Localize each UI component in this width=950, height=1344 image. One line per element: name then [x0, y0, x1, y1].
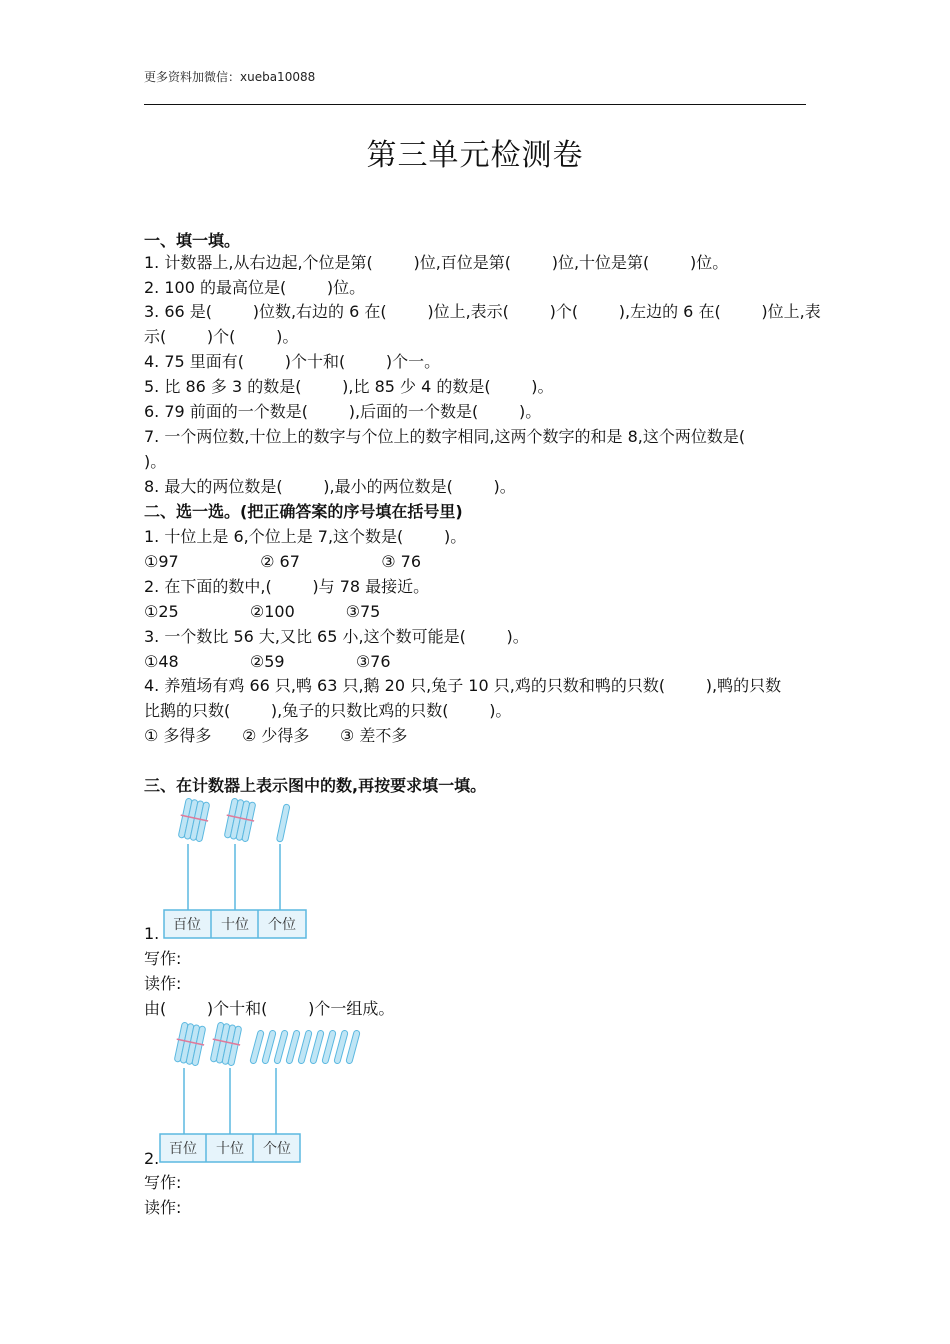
s3-problem-1-read: 读作: [144, 974, 182, 993]
stick-bundle-icon [208, 1022, 244, 1067]
s3-problem-2-write: 写作: [144, 1173, 182, 1192]
counter-label-tens: 十位 [221, 917, 249, 933]
stick-bundle-icon [176, 798, 212, 843]
s2-question-3-options: ①48 ②59 ③76 [144, 652, 391, 671]
section2-heading: 二、选一选。(把正确答案的序号填在括号里) [144, 502, 463, 521]
s2-question-4-line2: 比鹅的只数( ),兔子的只数比鸡的只数( )。 [144, 701, 512, 720]
s1-question-3-line1: 3. 66 是( )位数,右边的 6 在( )位上,表示( )个( ),左边的 6 在( )位上,表 [144, 302, 821, 321]
s1-question-5: 5. 比 86 多 3 的数是( ),比 85 少 4 的数是( )。 [144, 377, 554, 396]
s2-question-3: 3. 一个数比 56 大,又比 65 小,这个数可能是( )。 [144, 627, 529, 646]
s2-question-4-options: ① 多得多 ② 少得多 ③ 差不多 [144, 726, 408, 745]
section3-heading: 三、在计数器上表示图中的数,再按要求填一填。 [144, 776, 487, 795]
s1-question-6: 6. 79 前面的一个数是( ),后面的一个数是( )。 [144, 402, 542, 421]
s1-question-7-line1: 7. 一个两位数,十位上的数字与个位上的数字相同,这两个数字的和是 8,这个两位数是( [144, 427, 746, 446]
abacus-counter-1 [160, 794, 310, 940]
section1-heading: 一、填一填。 [144, 231, 241, 250]
abacus-counter-2 [156, 1018, 370, 1164]
s3-problem-1-write: 写作: [144, 949, 182, 968]
counter-label-ones: 个位 [268, 917, 296, 933]
single-stick-icon [276, 804, 290, 842]
page-title: 第三单元检测卷 [366, 138, 584, 173]
single-sticks-group-icon [250, 1030, 361, 1064]
s2-question-4-line1: 4. 养殖场有鸡 66 只,鸭 63 只,鹅 20 只,兔子 10 只,鸡的只数和鸭的只数( ),鸭的只数 [144, 676, 782, 695]
s1-question-8: 8. 最大的两位数是( ),最小的两位数是( )。 [144, 477, 516, 496]
s3-problem-2-number: 2. [144, 1149, 160, 1168]
s2-question-1-options: ①97 ② 67 ③ 76 [144, 552, 422, 571]
s3-problem-2-read: 读作: [144, 1198, 182, 1217]
counter-label-ones: 个位 [263, 1141, 291, 1157]
stick-bundle-icon [222, 798, 258, 843]
s1-question-7-line2: )。 [144, 452, 167, 471]
counter-label-hundreds: 百位 [173, 917, 201, 933]
s3-problem-1-number: 1. [144, 924, 160, 943]
s1-question-1: 1. 计数器上,从右边起,个位是第( )位,百位是第( )位,十位是第( )位。 [144, 253, 729, 272]
s2-question-1: 1. 十位上是 6,个位上是 7,这个数是( )。 [144, 527, 467, 546]
s2-question-2-options: ①25 ②100 ③75 [144, 602, 381, 621]
s1-question-2: 2. 100 的最高位是( )位。 [144, 278, 366, 297]
counter-label-tens: 十位 [216, 1141, 244, 1157]
header-rule [144, 104, 806, 105]
counter-label-hundreds: 百位 [169, 1141, 197, 1157]
header-note: 更多资料加微信：xueba10088 [144, 70, 316, 84]
s2-question-2: 2. 在下面的数中,( )与 78 最接近。 [144, 577, 430, 596]
s1-question-3-line2: 示( )个( )。 [144, 327, 299, 346]
stick-bundle-icon [172, 1022, 208, 1067]
s1-question-4: 4. 75 里面有( )个十和( )个一。 [144, 352, 441, 371]
s3-problem-1-compose: 由( )个十和( )个一组成。 [144, 999, 395, 1018]
